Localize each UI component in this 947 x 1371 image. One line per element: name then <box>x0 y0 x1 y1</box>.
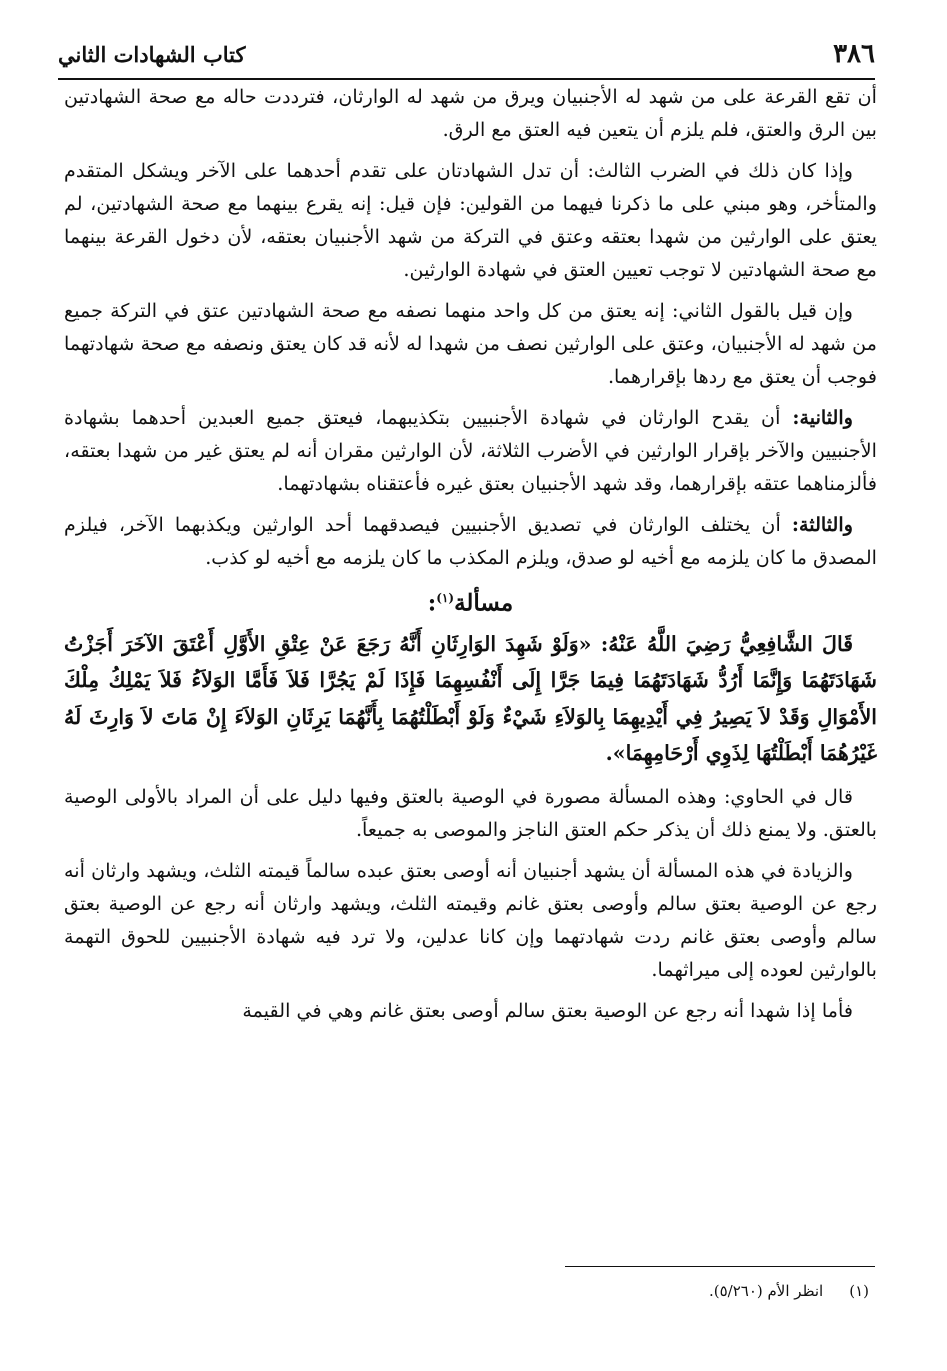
paragraph <box>64 154 877 286</box>
footnote-reference[interactable]: (١) <box>436 591 455 605</box>
paragraph-third-case <box>64 508 877 574</box>
paragraph-text: وإذا كان ذلك في الضرب الثالث: أن تدل الشهادتان على تقدم أحدهما على الآخر ويشكل المتقدم والمتأخر، وهو مبني على ما ذكرنا فيهما من القولين: فإن قيل: إنه يقرع بينهما مع صحة الشهادتين، لم يعتق على الوارثين من شهدا بعتقه وعتق في التركة من شهد الأجنبيان بعتقه، لأن دخول القرعة بينهما مع صحة الشهادتين لا توجب تعيين العتق في شهادة الوارثين. <box>64 159 877 281</box>
paragraph <box>64 80 877 146</box>
heading-title: مسألة <box>454 589 514 617</box>
paragraph-text: أن يقدح الوارثان في شهادة الأجنبيين بتكذيبهما، فيعتق جميع العبدين أحدهما بشهادة الأجنبيين والآخر بإقرار الوارثين في الأضرب الثلاثة، لأن الوارثين مقران أنه لم يعتق غير من شهدا بعتقه، فألزمناهما عتقه بإقرارهما، وقد شهد الأجنبيان بعتق غيره فأعتقناه بشهادتهما. <box>64 406 877 495</box>
paragraph-text: أن تقع القرعة على من شهد له الأجنبيان ويرق من شهد له الوارثان، فترددت حاله مع صحة الشهادتين بين الرق والعتق، فلم يلزم أن يتعين فيه العتق مع الرق. <box>64 85 877 141</box>
heading-suffix: : <box>427 589 437 617</box>
commentary-paragraph: فأما إذا شهدا أنه رجع عن الوصية بعتق سالم أوصى بعتق غانم وهي في القيمة <box>242 998 853 1022</box>
paragraph-lead: والثالثة: <box>791 513 853 536</box>
page-number: ٣٨٦ <box>833 39 875 69</box>
shafii-quote: قَالَ الشَّافِعِيُّ رَضِيَ اللَّهُ عَنْهُ: «وَلَوْ شَهِدَ الوَارِثَانِ أَنَّهُ رَجَعَ عَنْ عِتْقِ الأَوَّلِ أَعْتَقَ الآخَرَ أَجَزْتُ شَهَادَتَهُمَا وَإِنَّمَا أَرُدُّ شَهَادَتَهُمَا فِيمَا جَرَّا إِلَى أَنْفُسِهِمَا فَإِذَا لَمْ يَجُرَّا فَلاَ فَأَمَّا الوَلاَءُ فَلاَ يَمْلِكُ مِلْكَ الأَمْوَالِ وَقَدْ لاَ يَصِيرُ فِي أَيْدِيهِمَا بِالوَلاَءِ شَيْءٌ وَلَوْ أَبْطَلْتُهُمَا بِأَنَّهُمَا يَرِثَانِ الوَلاَءَ إِنْ مَاتَ لاَ وَارِثَ لَهُ غَيْرُهُمَا أَبْطَلْتُهَا لِذَوِي أَرْحَامِهِمَا». <box>64 631 877 766</box>
paragraph <box>64 294 877 393</box>
paragraph-second-case <box>64 401 877 500</box>
paragraph-text: وإن قيل بالقول الثاني: إنه يعتق من كل واحد منهما نصفه مع صحة الشهادتين عتق في التركة جميع من شهد له الأجنبيان، وعتق على الوارثين نصف من شهدا له لأنه قد كان يعتق ونصفه مع صحة شهادتهما فوجب أن يعتق مع ردها بإقرارهما. <box>64 299 877 388</box>
page-header <box>58 30 875 80</box>
footnote-number: (١) <box>849 1282 869 1300</box>
paragraph-text: أن يختلف الوارثان في تصديق الأجنبيين فيصدقهما أحد الوارثين ويكذبهما الآخر، فيلزم المصدق ما كان يلزمه مع أخيه لو صدق، ويلزم المكذب ما كان يلزمه مع أخيه لو كذب. <box>64 513 877 569</box>
footnote-divider <box>565 1266 875 1267</box>
main-text <box>64 80 877 1035</box>
book-title: كتاب الشهادات الثاني <box>58 41 246 67</box>
paragraph-lead: والثانية: <box>792 406 853 429</box>
commentary-paragraph: والزيادة في هذه المسألة أن يشهد أجنبيان أنه أوصى بعتق عبده سالماً قيمته الثلث، ويشهد وارثان أنه رجع عن الوصية بعتق سالم وأوصى بعتق غانم وقيمته الثلث، ويشهد وارثان أنه رجع عن الوصية بعتق سالم وأوصى بعتق غانم ردت شهادتهما وإن كانا عدلين، ولا ترد فيه شهادة الأجنبيين للحوق التهمة بالوارثين لعوده إلى ميراثهما. <box>64 858 877 981</box>
footnote <box>709 1282 869 1300</box>
section-heading <box>64 582 877 620</box>
commentary-paragraph: قال في الحاوي: وهذه المسألة مصورة في الوصية بالعتق وفيها دليل على أن المراد بالأولى الوصية بالعتق. ولا يمنع ذلك أن يذكر حكم العتق الناجز والموصى به جميعاً. <box>64 784 877 841</box>
footnote-text: انظر الأم (٥/٢٦٠). <box>708 1282 824 1300</box>
